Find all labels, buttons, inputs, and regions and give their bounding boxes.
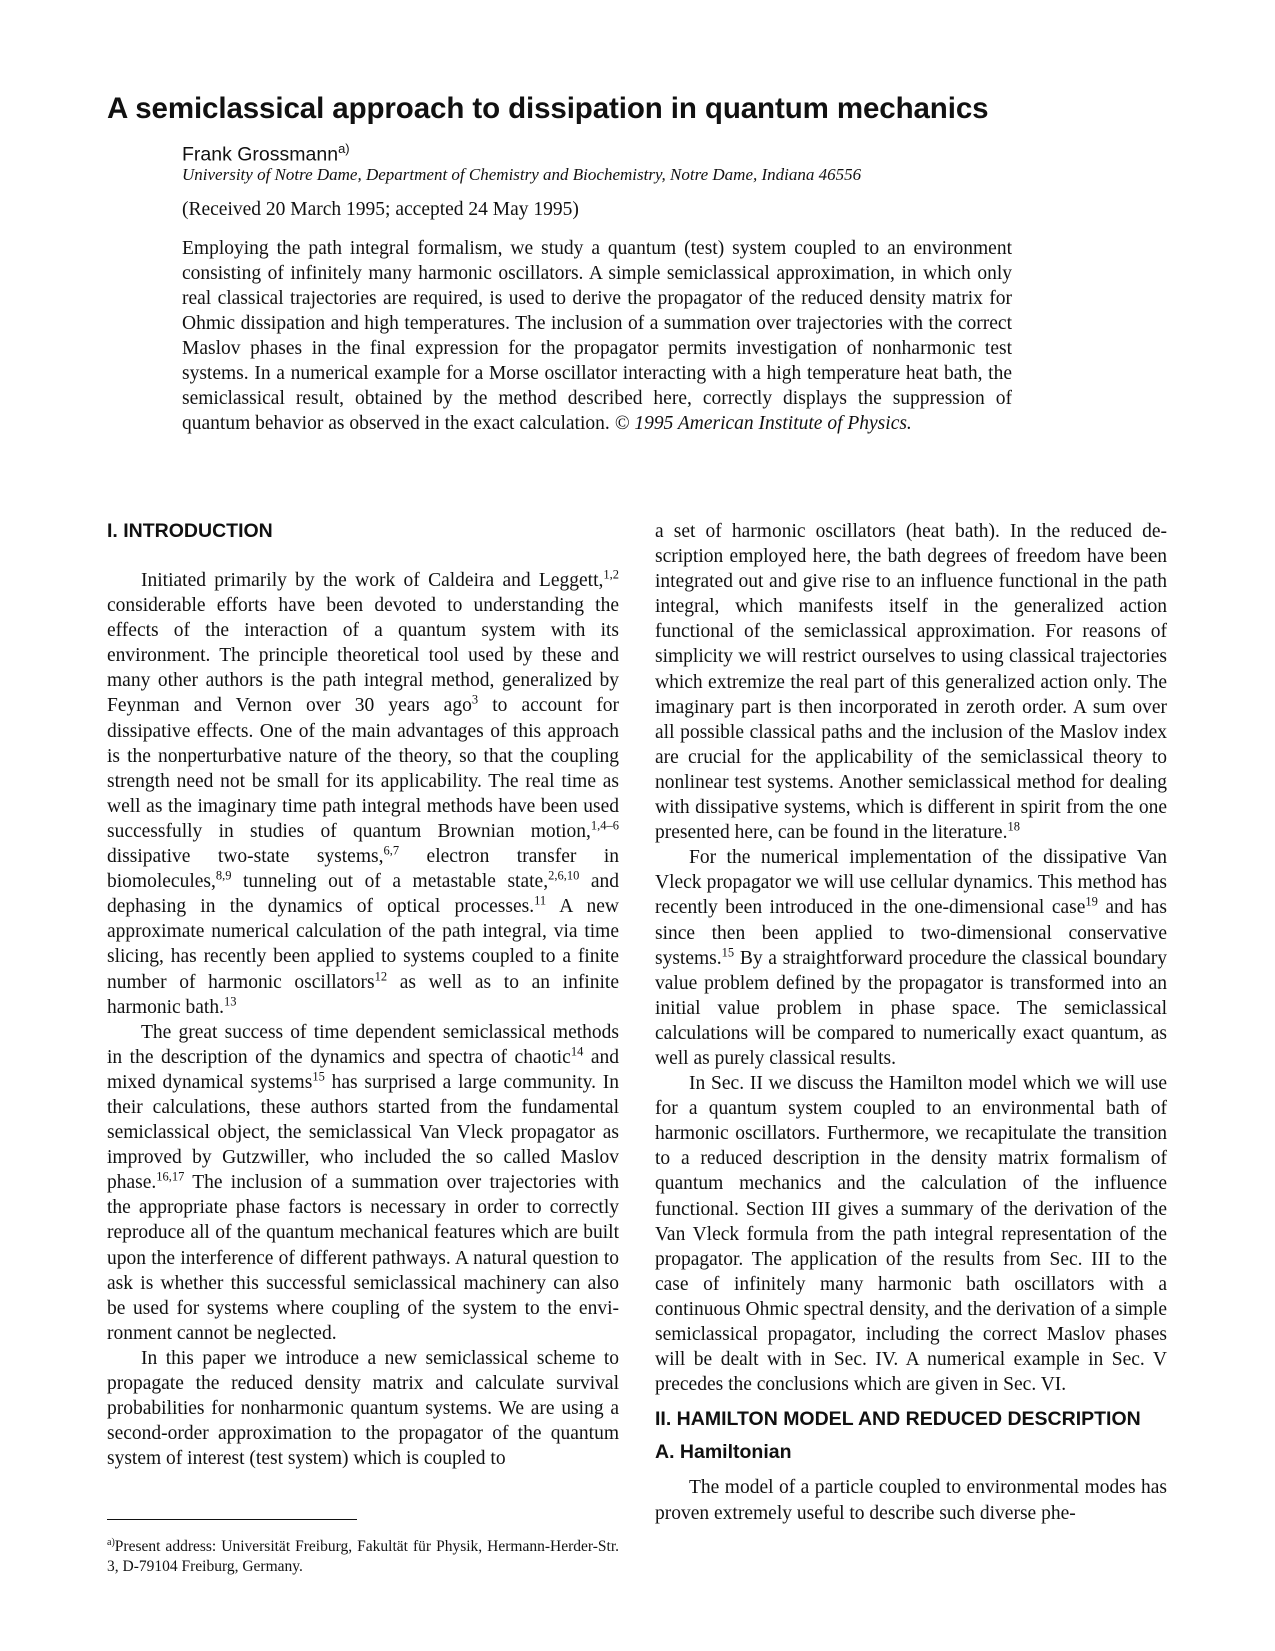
footnote-text: Present address: Universität Freiburg, Fakultät für Physik, Hermann-Herder-Str. 3, D-79104 Freiburg, Germany. (107, 1538, 619, 1576)
citation: 1,4–6 (590, 818, 619, 833)
citation: 13 (223, 994, 237, 1009)
citation: 16,17 (156, 1169, 185, 1184)
left-column (107, 568, 619, 1471)
citation: 12 (374, 969, 388, 983)
paragraph: In this paper we introduce a new semiclassical scheme to propagate the reduced density matrix and calculate survival probabilities for nonharmonic quantum systems. We are using a second-order approximation to the propagator of the quantum system of interest (test system) which is coupled to (107, 1347, 619, 1470)
paragraph: The model of a particle coupled to environmental modes has proven extremely useful to describe such diverse phe- (655, 1477, 1167, 1524)
paragraph: In Sec. II we discuss the Hamilton model which we will use for a quantum system coupled to an environmental bath of harmonic oscillators. Furthermore, we recapitulate the transition to a reduced description in the density matrix formalism of quantum mechanics and the calculation of the influence functional. Section III gives a summary of the derivation of the Van Vleck formula from the path integral representation of the propagator. The application of the results from Sec. III to the case of infinitely many harmonic bath oscillators with a continuous Ohmic spectral density, and the derivation of a simple semiclassical propagator, including the correct Maslov phases will be dealt with in Sec. IV. A numerical example in Sec. V precedes the conclusions which are given in Sec. VI. (655, 1073, 1167, 1396)
affiliation: University of Notre Dame, Department of Chemistry and Biochemistry, Notre Dame, Indiana 46556 (182, 165, 862, 184)
citation: 19 (1085, 894, 1098, 909)
footnote-mark: a) (107, 1537, 115, 1548)
paper-title: A semiclassical approach to dissipation in quantum mechanics (107, 92, 989, 125)
citation: 18 (1007, 819, 1020, 834)
section-heading-hamilton-model: II. HAMILTON MODEL AND REDUCED DESCRIPTION (655, 1408, 1141, 1431)
right-column (655, 519, 1167, 1526)
paragraph: a set of harmonic oscillators (heat bath). In the reduced description employed here, the bath degrees of freedom have been integrated out and give rise to an influence functional in the path integral, which manifests itself in the generalized action functional of the semiclassical approximation. For reasons of simplicity we will restrict ourselves to using classical trajectories which extremize the real part of this generalized action only. The imaginary part is then incorporated in zeroth order. A sum over all possible classical paths and the inclusion of the Maslov index are crucial for the applicability of the semiclassical theory to nonlinear test systems. Another semiclassical method for dealing with dissipative systems, which is different in spirit from the one presented here, can be found in the literature.$^{18}$ (655, 521, 1167, 844)
received-dates: (Received 20 March 1995; accepted 24 May 1995) (182, 199, 579, 220)
citation: 11 (534, 893, 547, 908)
author-line (182, 141, 350, 167)
abstract-body: Employing the path integral formalism, we study a quantum (test) system coupled to an environment consisting of infinitely many harmonic oscillators. A simple semiclassical approximation, in which only real classical trajectories are required, is used to derive the propagator of the reduced density matrix for Ohmic dissipation and high temperatures. The inclusion of a summation over trajectories with the correct Maslov phases in the final expression for the propagator permits investigation of nonharmonic test systems. In a numerical example for a Morse oscillator interacting with a high temperature heat bath, the semiclassical result, obtained by the method described here, correctly displays the suppression of quantum behavior as observed in the exact calculation. (182, 238, 1012, 434)
section-heading-introduction: I. INTRODUCTION (107, 520, 273, 542)
citation: 2,6,10 (548, 868, 580, 883)
citation: 14 (570, 1044, 584, 1059)
footnote (107, 1533, 619, 1577)
paragraph: Initiated primarily by the work of Caldeira and Leggett,$^{1,2}$ considerable efforts have been devoted to understanding the effects of the interaction of a quantum system with its environment. The principle theoretical tool used by these and many other authors is the path integral method, generalized by Feynman and Vernon over 30 years ago$^3$ to account for dissipative effects. One of the main advantages of this approach is the nonperturbative nature of the theory, so that the coupling strength need not be small for its applicability. The real time as well as the imaginary time path integral methods have been used successfully in studies of quantum Brownian motion,$^{1,4-6}$ dissipative two-state systems,$^{6,7}$ electron transfer in biomolecules,$^{8,9}$ tunneling out of a metastable state,$^{2,6,10}$ and dephasing in the dynamics of optical processes.$^{11}$ A new approximate numerical calculation of the path integral, via time slicing, has recently been applied to systems coupled to a finite number of harmonic oscillators$^{12}$ as well as to an infinite harmonic bath.$^{13}$ (107, 567, 620, 1018)
paragraph: For the numerical implementation of the dissipative Van Vleck propagator we will use cellular dynamics. This method has recently been introduced in the one-dimensional case$^{19}$ and has since then been applied to two-dimensional conservative systems.$^{15}$ By a straightforward procedure the classical boundary value problem defined by the propagator is transformed into an initial value problem in phase space. The semiclassical calculations will be compared to numerically exact quantum, as well as purely classical results. (655, 847, 1167, 1069)
citation: 8,9 (215, 868, 232, 883)
paragraph: The great success of time dependent semiclassical methods in the description of the dynamics and spectra of chaotic$^{14}$ and mixed dynamical systems$^{15}$ has surprised a large community. In their calculations, these authors started from the fundamental semiclassical object, the semiclassical Van Vleck propagator as improved by Gutzwiller, who included the so called Maslov phase.$^{16,17}$ The inclusion of a summation over trajectories with the appropriate phase factors is necessary in order to correctly reproduce all of the quantum mechanical features which are built upon the interference of different pathways. A natural question to ask is whether this successful semiclassical machinery can also be used for systems where coupling of the system to the environment cannot be neglected. (107, 1021, 620, 1344)
subsection-heading-hamiltonian: A. Hamiltonian (655, 1441, 792, 1464)
abstract (182, 236, 1012, 436)
copyright-notice: © 1995 American Institute of Physics. (614, 413, 912, 434)
citation: 3 (471, 692, 479, 707)
author-name: Frank Grossmann (182, 143, 339, 166)
footnote-rule (107, 1519, 357, 1520)
citation: 6,7 (383, 843, 400, 858)
citation: 1,2 (603, 567, 619, 582)
citation: 15 (721, 945, 735, 960)
author-footnote-mark: a) (338, 141, 350, 156)
citation: 15 (312, 1069, 325, 1084)
